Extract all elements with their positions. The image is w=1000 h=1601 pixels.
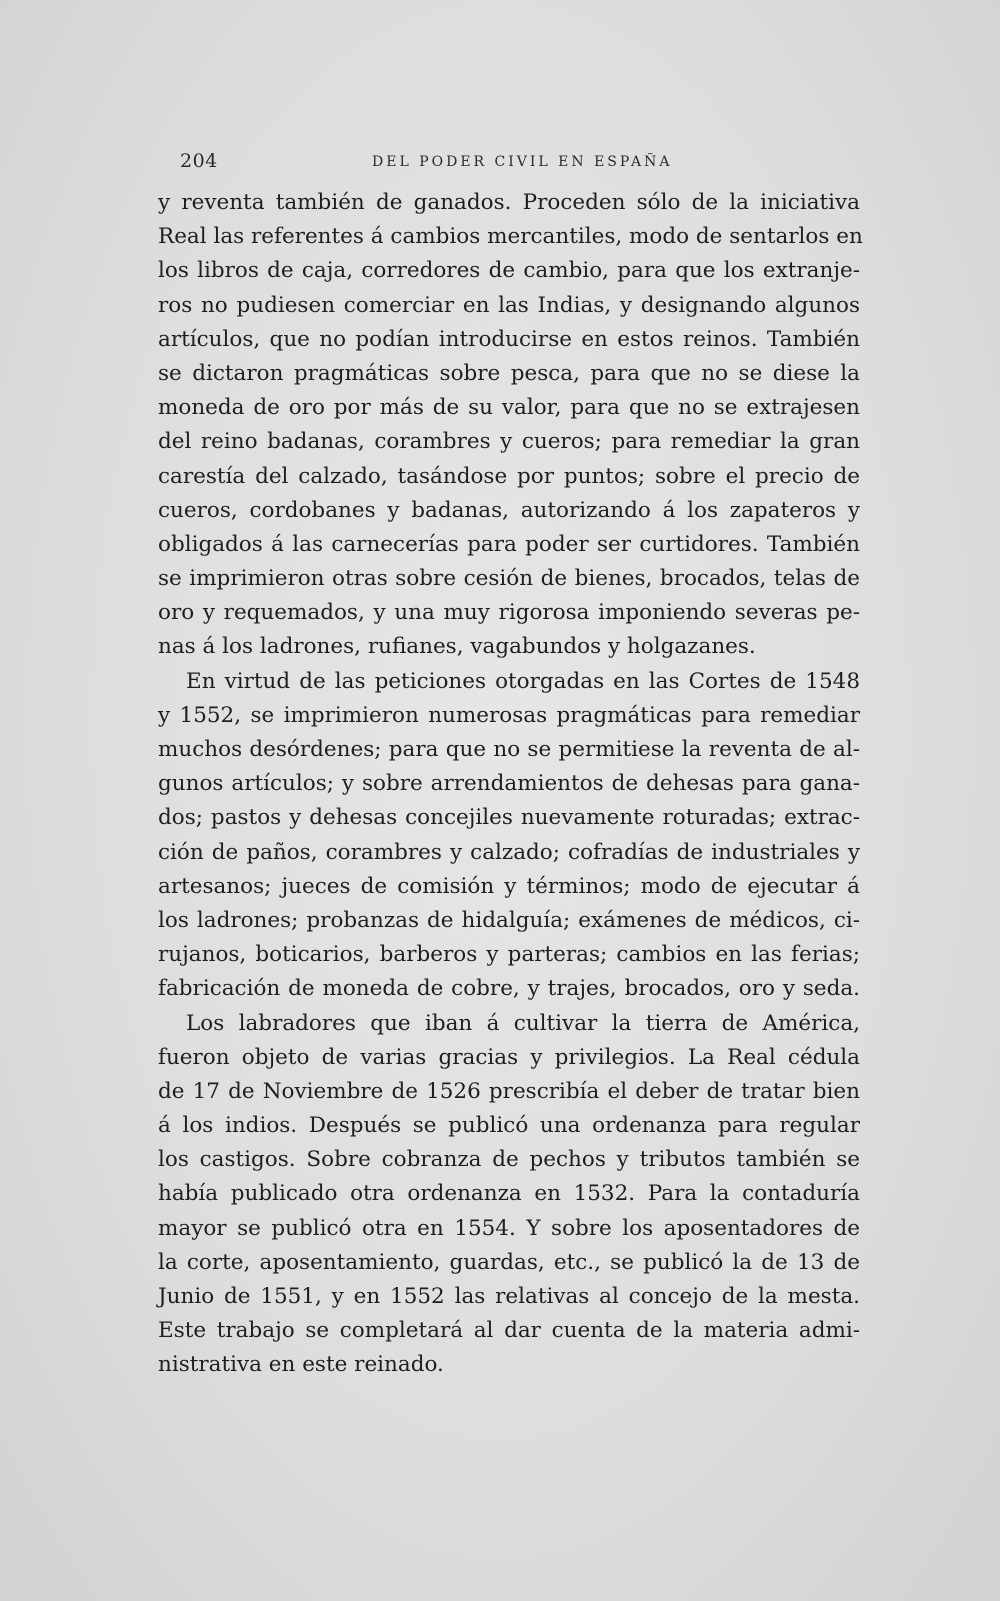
text-line: los castigos. Sobre cobranza de pechos y tributos también se bbox=[158, 1147, 860, 1173]
text-line: muchos desórdenes; para que no se permitiese la reventa de al- bbox=[158, 737, 860, 762]
page-header bbox=[172, 150, 848, 180]
text-line: carestía del calzado, tasándose por puntos; sobre el precio de bbox=[158, 463, 860, 489]
text-line: había publicado otra ordenanza en 1532. Para la contaduría bbox=[158, 1181, 860, 1207]
text-line: y 1552, se imprimieron numerosas pragmáticas para remediar bbox=[158, 702, 860, 728]
running-head: DEL PODER CIVIL EN ESPAÑA bbox=[372, 154, 673, 170]
text-line: rujanos, boticarios, barberos y parteras; cambios en las ferias; bbox=[158, 942, 860, 968]
text-line: mayor se publicó otra en 1554. Y sobre los aposentadores de bbox=[158, 1215, 860, 1241]
text-line: artículos, que no podían introducirse en estos reinos. También bbox=[158, 326, 860, 352]
text-line: obligados á las carnecerías para poder ser curtidores. También bbox=[158, 531, 860, 557]
text-line: Los labradores que iban á cultivar la tierra de América, bbox=[186, 1010, 860, 1036]
text-line: En virtud de las peticiones otorgadas en las Cortes de 1548 bbox=[186, 668, 860, 694]
text-line: los ladrones; probanzas de hidalguía; exámenes de médicos, ci- bbox=[158, 907, 860, 933]
text-line: ción de paños, corambres y calzado; cofradías de industriales y bbox=[158, 839, 860, 865]
text-line: la corte, aposentamiento, guardas, etc., se publicó la de 13 de bbox=[158, 1249, 860, 1275]
text-line: gunos artículos; y sobre arrendamientos de dehesas para gana- bbox=[158, 771, 860, 797]
text-line: los libros de caja, corredores de cambio, para que los extranje- bbox=[158, 258, 860, 284]
text-line: Real las referentes á cambios mercantiles, modo de sentarlos en bbox=[158, 224, 863, 250]
text-line: nas á los ladrones, rufianes, vagabundos y holgazanes. bbox=[158, 634, 756, 660]
text-line: dos; pastos y dehesas concejiles nuevamente roturadas; extrac- bbox=[158, 805, 860, 831]
text-line: Este trabajo se completará al dar cuenta de la materia admi- bbox=[158, 1318, 860, 1344]
text-line: del reino badanas, corambres y cueros; para remediar la gran bbox=[158, 429, 860, 455]
text-line: á los indios. Después se publicó una ordenanza para regular bbox=[158, 1113, 860, 1139]
page-number: 204 bbox=[180, 150, 218, 172]
text-line: ros no pudiesen comerciar en las Indias, y designando algunos bbox=[158, 292, 860, 318]
text-line: artesanos; jueces de comisión y términos; modo de ejecutar á bbox=[158, 873, 860, 899]
body-text bbox=[158, 186, 863, 1383]
text-line: de 17 de Noviembre de 1526 prescribía el deber de tratar bien bbox=[158, 1078, 860, 1104]
text-line: fabricación de moneda de cobre, y trajes, brocados, oro y seda. bbox=[158, 976, 860, 1002]
text-line: nistrativa en este reinado. bbox=[158, 1352, 444, 1378]
text-line: y reventa también de ganados. Proceden sólo de la iniciativa bbox=[158, 190, 860, 215]
text-line: fueron objeto de varias gracias y privilegios. La Real cédula bbox=[158, 1044, 860, 1070]
text-line: Junio de 1551, y en 1552 las relativas al concejo de la mesta. bbox=[158, 1284, 860, 1309]
text-line: moneda de oro por más de su valor, para que no se extrajesen bbox=[158, 395, 860, 421]
text-line: se imprimieron otras sobre cesión de bienes, brocados, telas de bbox=[158, 566, 860, 592]
text-line: cueros, cordobanes y badanas, autorizando á los zapateros y bbox=[158, 497, 860, 523]
text-line: oro y requemados, y una muy rigorosa imponiendo severas pe- bbox=[158, 600, 860, 626]
text-line: se dictaron pragmáticas sobre pesca, para que no se diese la bbox=[158, 360, 860, 386]
